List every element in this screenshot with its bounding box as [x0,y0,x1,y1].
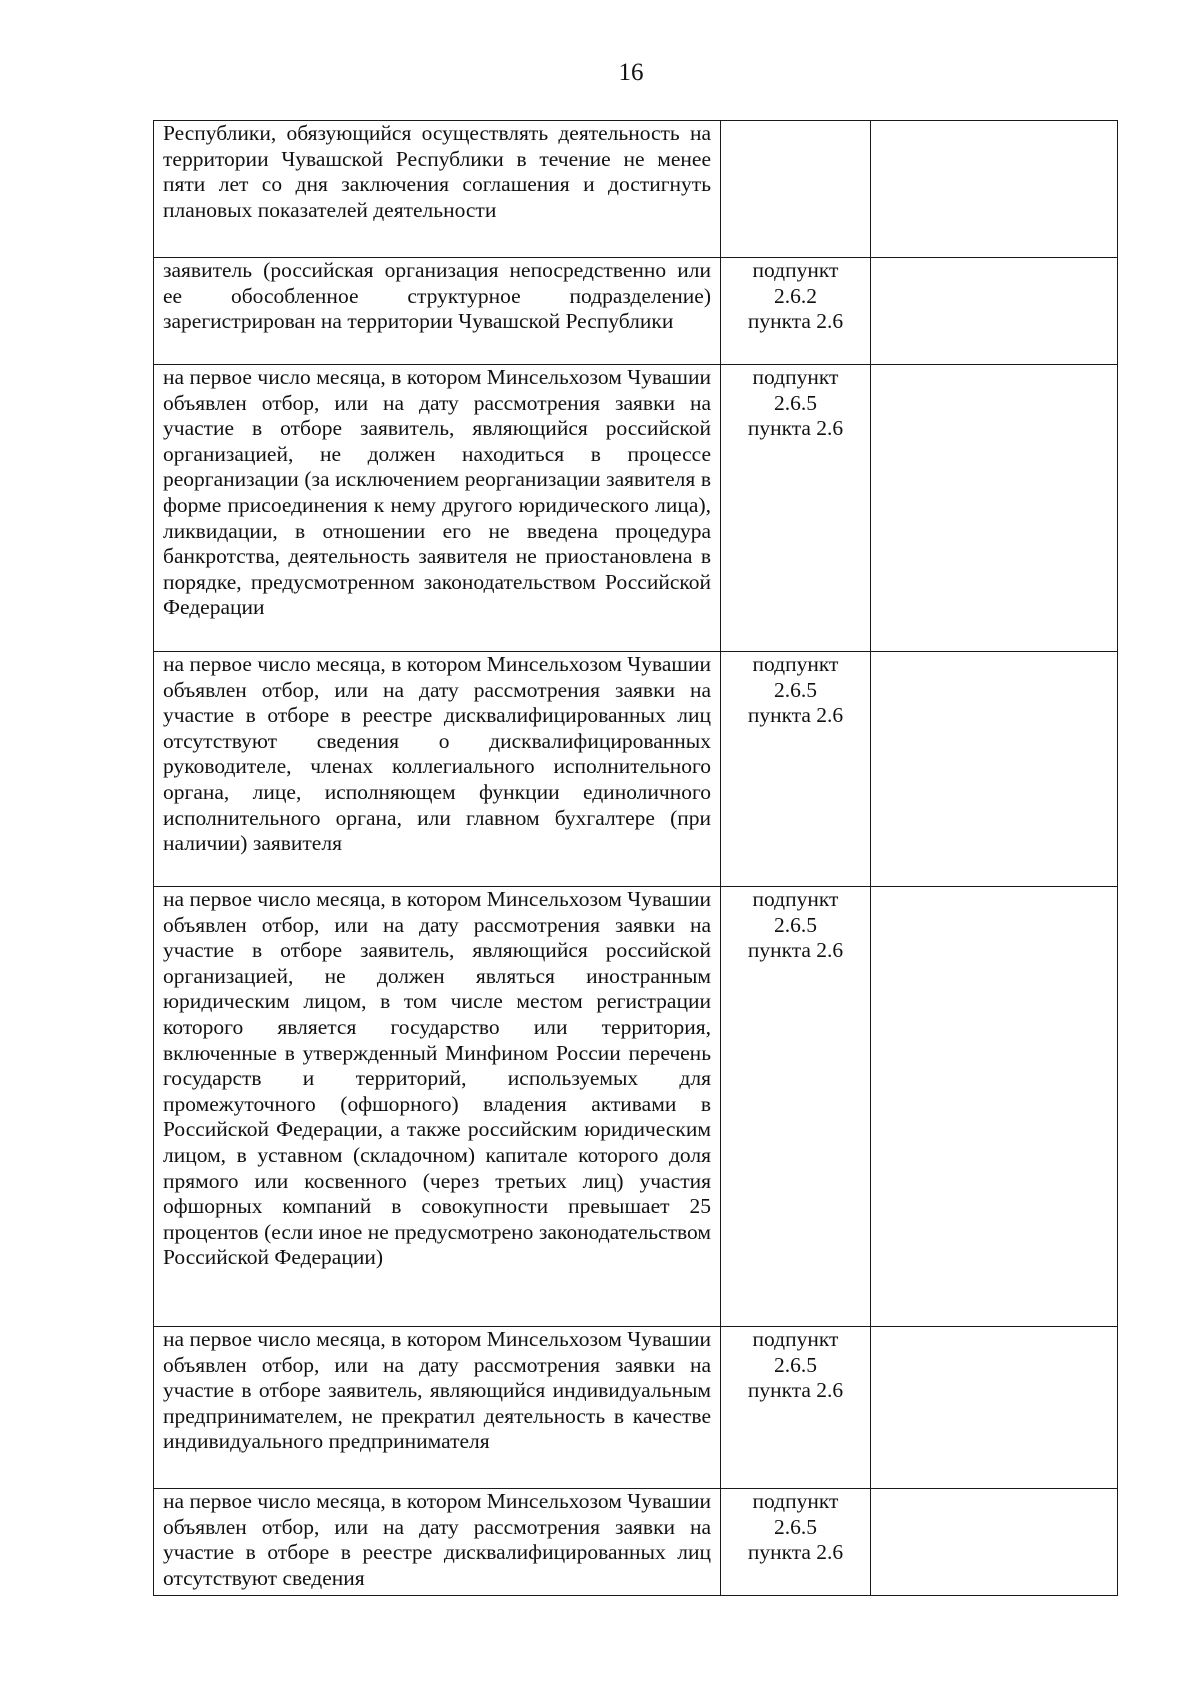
reference-line: пункта 2.6 [747,309,844,334]
reference-cell [721,887,871,1327]
blank-cell [871,652,1118,887]
reference-cell [721,1327,871,1489]
reference-cell [721,258,871,365]
reference-line: пункта 2.6 [747,416,844,441]
reference-line: 2.6.5 [774,1352,817,1377]
blank-cell [871,365,1118,652]
blank-cell [871,1489,1118,1596]
reference-cell [721,365,871,652]
requirement-text: на первое число месяца, в котором Минсельхозом Чувашии объявлен отбор, или на дату рассмотрения заявки на участие в отборе в реестре дисквалифицированных лиц отсутствуют сведения о дисквалифицированных руководителе, членах коллегиального исполнительного органа, лице, исполняющем функции единоличного исполнительного органа, или главном бухгалтере (при наличии) заявителя [154,652,721,887]
reference-line: 2.6.5 [774,677,817,702]
blank-cell [871,1327,1118,1489]
reference-line: подпункт [752,887,839,911]
requirement-text: на первое число месяца, в котором Минсельхозом Чувашии объявлен отбор, или на дату рассмотрения заявки на участие в отборе в реестре дисквалифицированных лиц отсутствуют сведения [154,1489,721,1596]
table-row [154,652,1118,887]
reference-line: подпункт [752,652,839,676]
reference-line: 2.6.5 [774,912,817,937]
requirement-text: на первое число месяца, в котором Минсельхозом Чувашии объявлен отбор, или на дату рассмотрения заявки на участие в отборе заявитель, являющийся российской организацией, не должен находиться в процессе реорганизации (за исключением реорганизации заявителя в форме присоединения к нему другого юридического лица), ликвидации, в отношении его не введена процедура банкротства, деятельность заявителя не приостановлена в порядке, предусмотренном законодательством Российской Федерации [154,365,721,652]
reference-line: подпункт [752,365,839,389]
reference-line: подпункт [752,258,839,282]
table-row [154,258,1118,365]
reference-line: пункта 2.6 [747,703,844,728]
table-row [154,887,1118,1327]
requirement-text: на первое число месяца, в котором Минсельхозом Чувашии объявлен отбор, или на дату рассмотрения заявки на участие в отборе заявитель, являющийся российской организацией, не должен являться иностранным юридическим лицом, в том числе местом регистрации которого является государство или территория, включенные в утвержденный Минфином России перечень государств и территорий, используемых для промежуточного (офшорного) владения активами в Российской Федерации, а также российским юридическим лицом, в уставном (складочном) капитале которого доля прямого или косвенного (через третьих лиц) участия офшорных компаний в совокупности превышает 25 процентов (если иное не предусмотрено законодательством Российской Федерации) [154,887,721,1327]
reference-line: 2.6.2 [774,283,817,308]
reference-line: 2.6.5 [774,1514,817,1539]
table-row [154,1327,1118,1489]
reference-line: подпункт [752,1489,839,1513]
table-row [154,1489,1118,1596]
table-row [154,121,1118,258]
blank-cell [871,121,1118,258]
reference-line: пункта 2.6 [747,938,844,963]
reference-line: подпункт [752,1327,839,1351]
reference-cell [721,1489,871,1596]
requirement-text: Республики, обязующийся осуществлять деятельность на территории Чувашской Республики в течение не менее пяти лет со дня заключения соглашения и достигнуть плановых показателей деятельности [154,121,721,258]
blank-cell [871,258,1118,365]
requirement-text: на первое число месяца, в котором Минсельхозом Чувашии объявлен отбор, или на дату рассмотрения заявки на участие в отборе заявитель, являющийся индивидуальным предпринимателем, не прекратил деятельность в качестве индивидуального предпринимателя [154,1327,721,1489]
reference-line: 2.6.5 [774,390,817,415]
page-number: 16 [618,59,644,86]
reference-cell [721,121,871,258]
blank-cell [871,887,1118,1327]
requirement-text: заявитель (российская организация непосредственно или ее обособленное структурное подразделение) зарегистрирован на территории Чувашской Республики [154,258,721,365]
reference-cell [721,652,871,887]
reference-line: пункта 2.6 [747,1378,844,1403]
requirements-table [153,120,1118,1596]
reference-line: пункта 2.6 [747,1540,844,1565]
table-row [154,365,1118,652]
